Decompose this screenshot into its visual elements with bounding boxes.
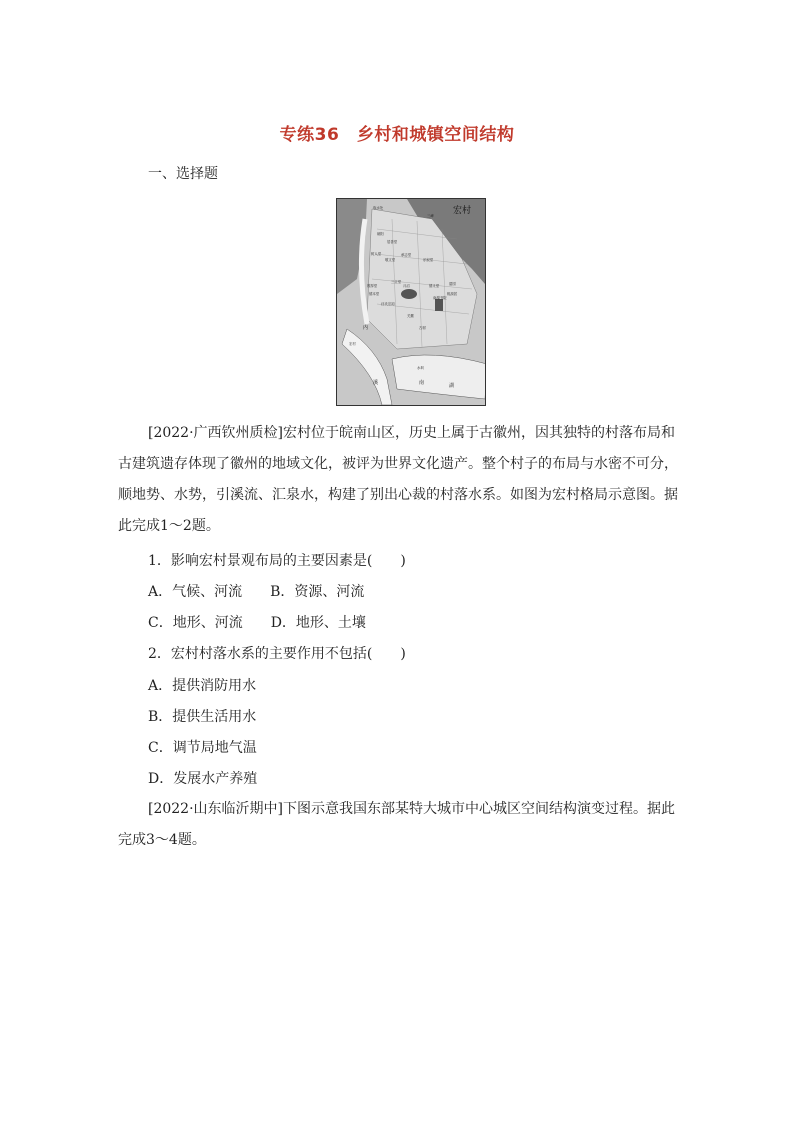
map-label: 桃源居 (447, 292, 458, 296)
map-label: 溪 (373, 380, 379, 386)
map-label: 德义堂 (429, 284, 440, 288)
question-2-option-c: C．调节局地气温 (148, 740, 257, 756)
map-label: 宏村 (349, 342, 356, 346)
map-label: 湖 (449, 383, 455, 389)
question-1-options-ab: A．气候、河流 B．资源、河流 (148, 584, 365, 600)
map-label: 南湖书院 (433, 296, 447, 300)
question-2-option-b: B．提供生活用水 (148, 709, 257, 725)
map-label: 树人堂 (371, 252, 382, 256)
question-2-stem: 2．宏村村落水系的主要作用不包括( ) (148, 646, 406, 662)
map-label: 朝阳 (377, 232, 384, 236)
question-1-stem: 1．影响宏村景观布局的主要因素是( ) (148, 553, 406, 569)
map-label: 居善堂 (387, 240, 398, 244)
map-label: 南 (419, 380, 425, 386)
passage-city-structure: [2022·山东临沂期中]下图示意我国东部某特大城市中心城区空间结构演变过程。据此完成3～4题。 (118, 801, 676, 848)
map-label: 敬文堂 (385, 258, 396, 262)
question-2-option-d: D．发展水产养殖 (148, 771, 258, 787)
map-label: 取水处 (373, 206, 384, 210)
map-label: 关麓 (407, 314, 414, 318)
map-label: 三峰 (427, 214, 434, 218)
question-2-option-a: A．提供消防用水 (148, 678, 257, 694)
map-title: 宏村 (453, 206, 472, 216)
section-heading: 一、选择题 (148, 166, 218, 182)
passage-hongcun: [2022·广西钦州质检]宏村位于皖南山区，历史上属于古徽州，因其独特的村落布局和古建筑遗存体现了徽州的地域文化，被评为世界文化遗产。整个村子的布局与水密不可分，顺地势、水势，引溪流、汇泉水，构建了别出心裁的村落水系。如图为宏村格局示意图。据此完成1～2题。 (118, 425, 678, 534)
map-label: 乐叙堂 (423, 258, 434, 262)
map-label: 德本堂 (369, 292, 380, 296)
map-label: 碧园 (449, 282, 456, 286)
map-label: 水圳 (417, 366, 424, 370)
question-1-options-cd: C．地形、河流 D．地形、土壤 (148, 615, 366, 631)
map-label: 古树 (419, 326, 426, 330)
map-label: 内 (363, 325, 369, 331)
map-label: 月沼 (403, 284, 410, 288)
map-label: 承志堂 (401, 253, 412, 257)
map-label: 三立堂 (391, 280, 402, 284)
map-drawing (337, 199, 485, 405)
page-title: 专练36 乡村和城镇空间结构 (279, 125, 515, 145)
village-map-figure (336, 198, 486, 406)
map-label: 汪氏宗祠 (381, 302, 395, 306)
map-label: 敦厚堂 (367, 284, 378, 288)
